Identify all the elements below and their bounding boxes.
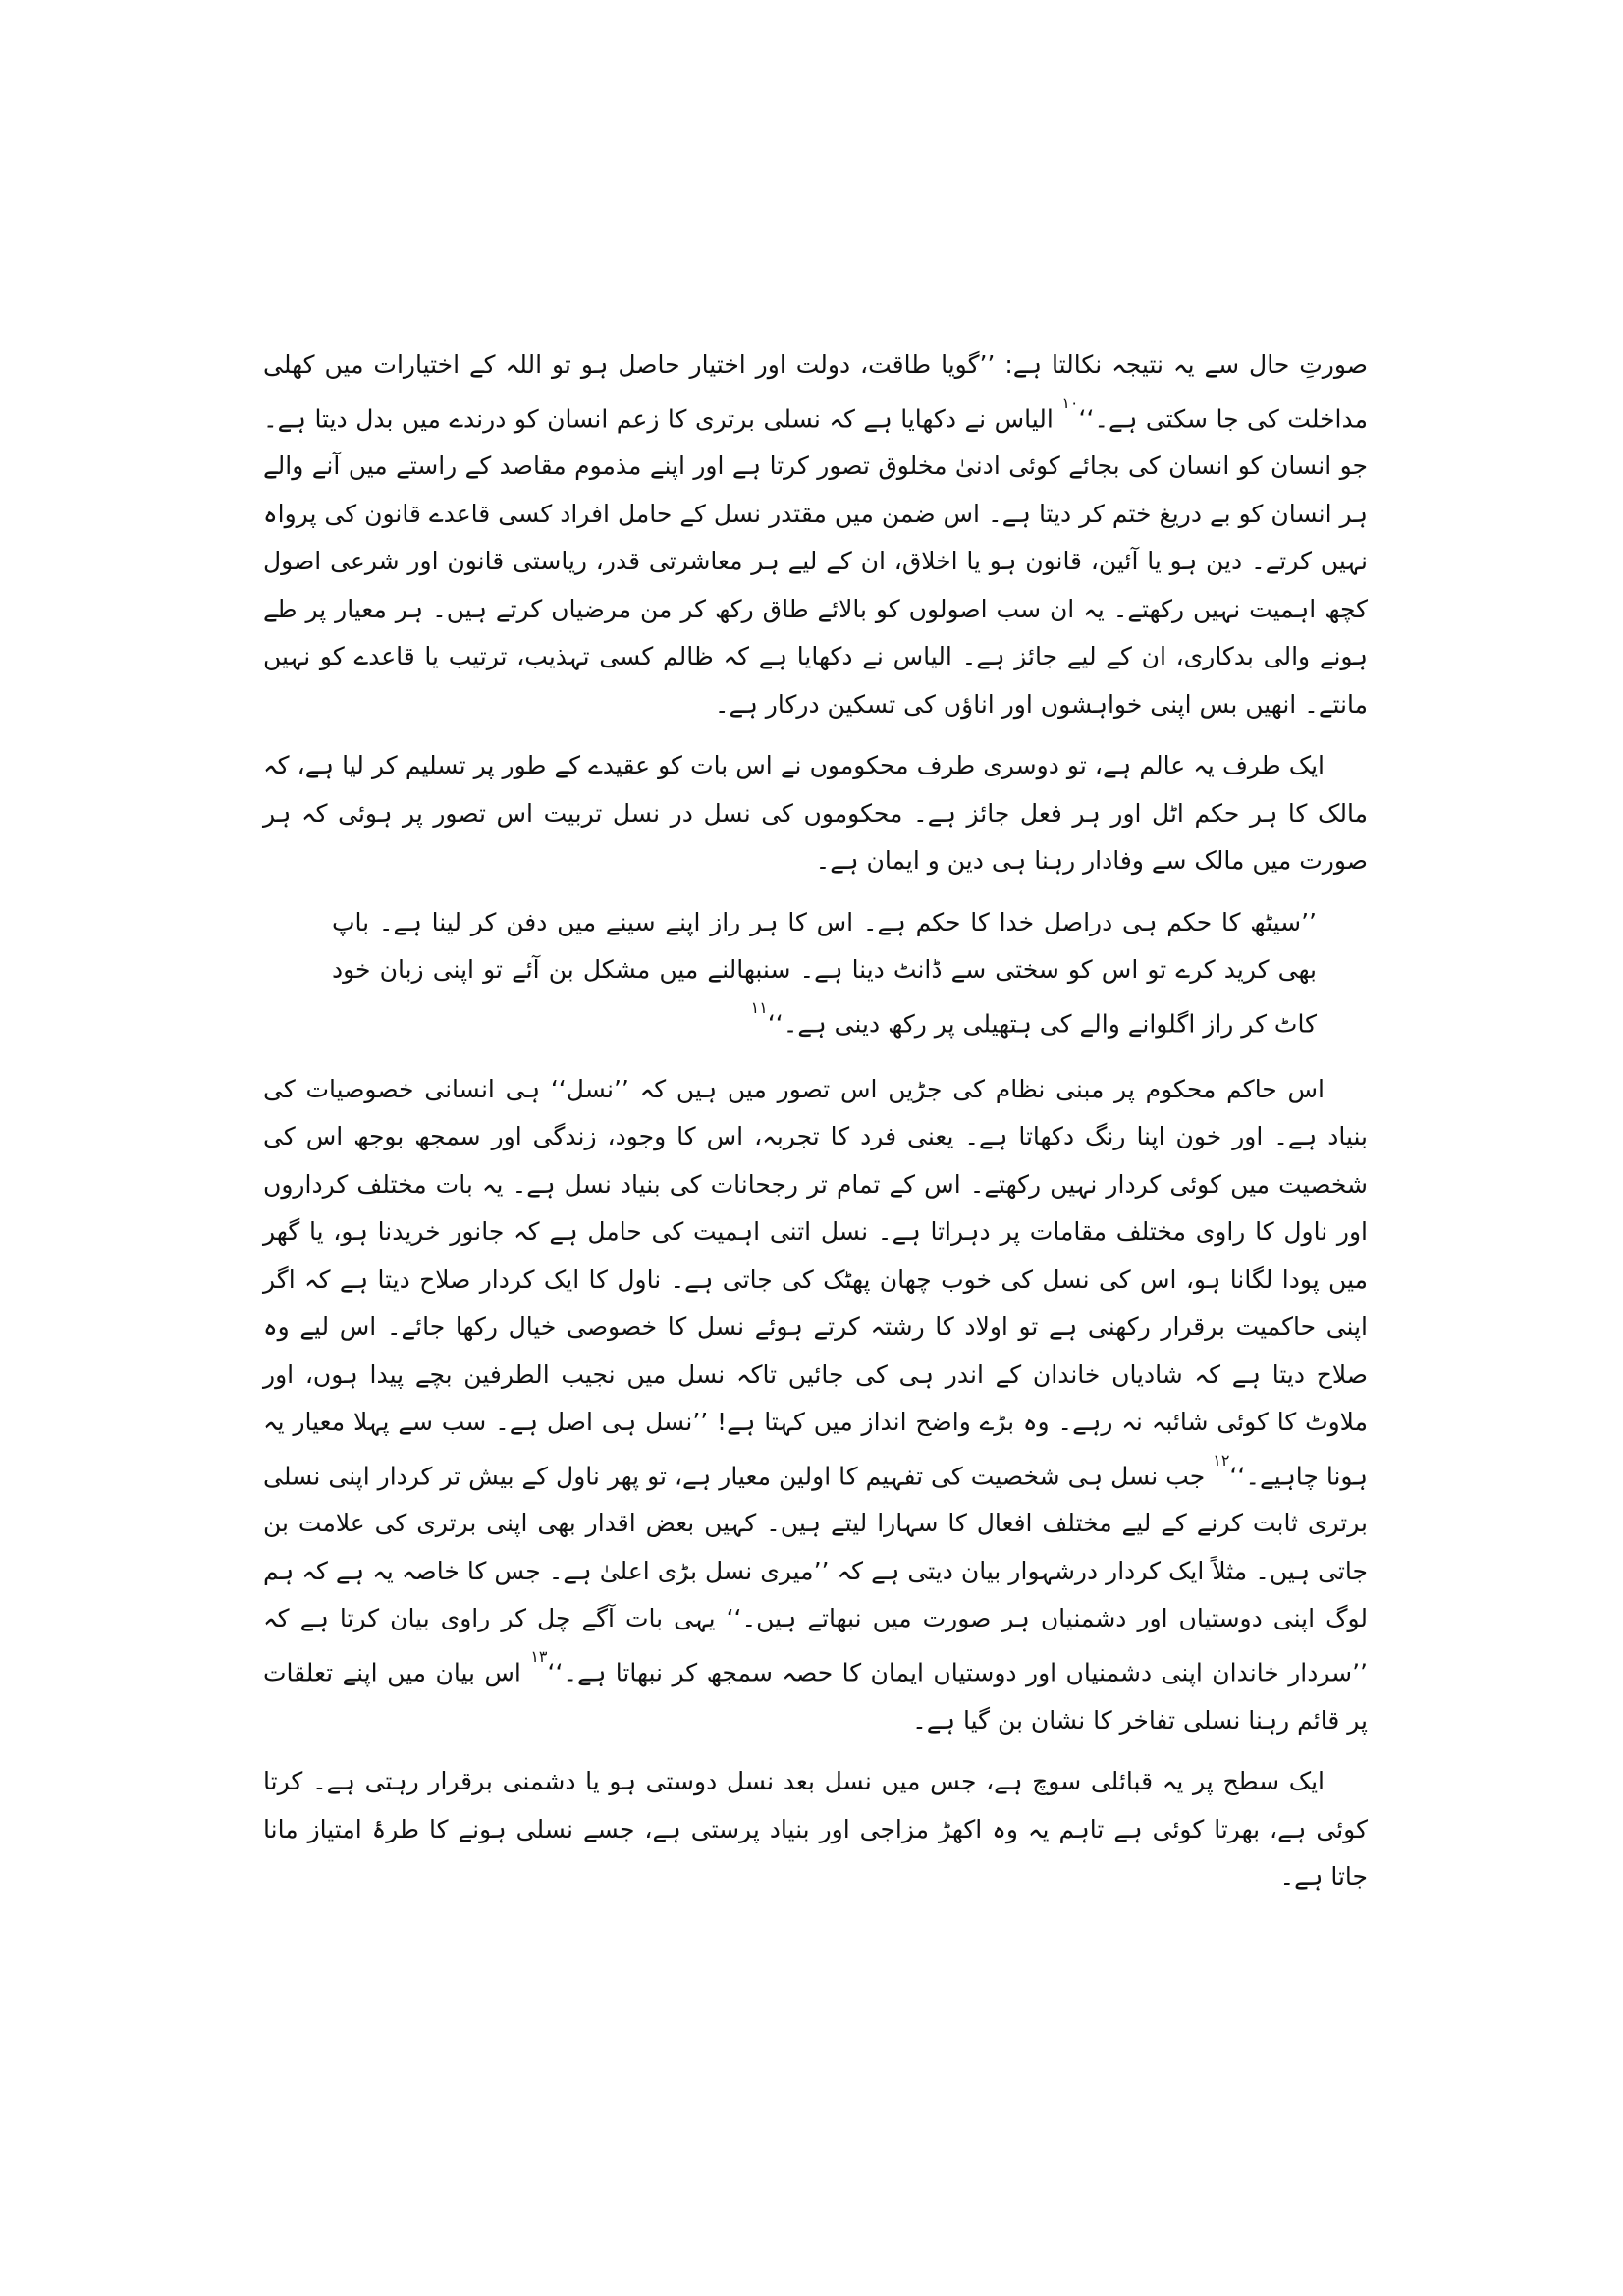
paragraph-3 xyxy=(263,1066,1368,1745)
footnote-ref-12: ۱۲ xyxy=(1213,1450,1230,1469)
block-quote-text: ’’سیٹھ کا حکم ہی دراصل خدا کا حکم ہے۔ اس کا ہر راز اپنے سینے میں دفن کر لینا ہے۔ باپ بھی کرید کرے تو اس کو سختی سے ڈانٹ دینا ہے۔ سنبھالنے میں مشکل بن آئے تو اپنی زبان خود کاٹ کر راز اگلوانے والے کی ہتھیلی پر رکھ دینی ہے۔‘‘ xyxy=(332,907,1317,1039)
paragraph-3-part-b: جب نسل ہی شخصیت کی تفہیم کا اولین معیار ہے، تو پھر ناول کے بیش تر کردار اپنی نسلی برتری ثابت کرنے کے لیے مختلف افعال کا سہارا لیتے ہیں۔ کہیں بعض اقدار بھی اپنی برتری کی علامت بن جاتی ہیں۔ مثلاً ایک کردار درشہوار بیان دیتی ہے کہ ’’میری نسل بڑی اعلیٰ ہے۔ جس کا خاصہ یہ ہے کہ ہم لوگ اپنی دوستیاں اور دشمنیاں ہر صورت میں نبھاتے ہیں۔‘‘ یہی بات آگے چل کر راوی بیان کرتا ہے کہ ’’سردار خاندان اپنی دشمنیاں اور دوستیاں ایمان کا حصہ سمجھ کر نبھاتا ہے۔‘‘ xyxy=(263,1461,1368,1687)
block-quote xyxy=(332,899,1317,1048)
body-text xyxy=(263,342,1368,1932)
paragraph-4: ایک سطح پر یہ قبائلی سوچ ہے، جس میں نسل بعد نسل دوستی ہو یا دشمنی برقرار رہتی ہے۔ کرتا کوئی ہے، بھرتا کوئی ہے تاہم یہ وہ اکھڑ مزاجی اور بنیاد پرستی ہے، جسے نسلی ہونے کا طرۂ امتیاز مانا جاتا ہے۔ xyxy=(263,1767,1368,1892)
paragraph-2: ایک طرف یہ عالم ہے، تو دوسری طرف محکوموں نے اس بات کو عقیدے کے طور پر تسلیم کر لیا ہے، کہ مالک کا ہر حکم اٹل اور ہر فعل جائز ہے۔ محکوموں کی نسل در نسل تربیت اس تصور پر ہوئی کہ ہر صورت میں مالک سے وفادار رہنا ہی دین و ایمان ہے۔ xyxy=(263,751,1368,876)
footnote-ref-11: ۱۱ xyxy=(750,997,768,1017)
paragraph-1-part-b: الیاس نے دکھایا ہے کہ نسلی برتری کا زعم انسان کو درندے میں بدل دیتا ہے۔ جو انسان کو انسان کی بجائے کوئی ادنیٰ مخلوق تصور کرتا ہے اور اپنے مذموم مقاصد کے راستے میں آنے والے ہر انسان کو بے دریغ ختم کر دیتا ہے۔ اس ضمن میں مقتدر نسل کے حامل افراد کسی قاعدے قانون کی پرواہ نہیں کرتے۔ دین ہو یا آئین، قانون ہو یا اخلاق، ان کے لیے ہر معاشرتی قدر، ریاستی قانون اور شرعی اصول کچھ اہمیت نہیں رکھتے۔ یہ ان سب اصولوں کو بالائے طاق رکھ کر من مرضیاں کرتے ہیں۔ ہر معیار پر طے ہونے والی بدکاری، ان کے لیے جائز ہے۔ الیاس نے دکھایا ہے کہ ظالم کسی تہذیب، ترتیب یا قاعدے کو نہیں مانتے۔ انھیں بس اپنی خواہشوں اور اناؤں کی تسکین درکار ہے۔ xyxy=(263,403,1368,719)
footnote-ref-10: ۱۰ xyxy=(1061,393,1079,412)
paragraph-3-part-c: اس بیان میں اپنے تعلقات پر قائم رہنا نسلی تفاخر کا نشان بن گیا ہے۔ xyxy=(263,1658,1368,1735)
paragraph-3-part-a: اس حاکم محکوم پر مبنی نظام کی جڑیں اس تصور میں ہیں کہ ’’نسل‘‘ ہی انسانی خصوصیات کی بنیاد ہے۔ اور خون اپنا رنگ دکھاتا ہے۔ یعنی فرد کا تجربہ، اس کا وجود، زندگی اور سمجھ بوجھ اس کی شخصیت میں کوئی کردار نہیں رکھتے۔ اس کے تمام تر رجحانات کی بنیاد نسل ہے۔ یہ بات مختلف کرداروں اور ناول کا راوی مختلف مقامات پر دہراتا ہے۔ نسل اتنی اہمیت کی حامل ہے کہ جانور خریدنا ہو، یا گھر میں پودا لگانا ہو، اس کی نسل کی خوب چھان پھٹک کی جاتی ہے۔ ناول کا ایک کردار صلاح دیتا ہے کہ اگر اپنی حاکمیت برقرار رکھنی ہے تو اولاد کا رشتہ کرتے ہوئے نسل کا خصوصی خیال رکھا جائے۔ اس لیے وہ صلاح دیتا ہے کہ شادیاں خاندان کے اندر ہی کی جائیں تاکہ نسل میں نجیب الطرفین بچے پیدا ہوں، اور ملاوٹ کا کوئی شائبہ نہ رہے۔ وہ بڑے واضح انداز میں کہتا ہے! ’’نسل ہی اصل ہے۔ سب سے پہلا معیار یہ ہونا چاہیے۔‘‘ xyxy=(263,1074,1368,1490)
footnote-ref-13: ۱۳ xyxy=(530,1646,548,1666)
paragraph-1 xyxy=(263,342,1368,728)
paragraph-1-part-a: صورتِ حال سے یہ نتیجہ نکالتا ہے: ’’گویا طاقت، دولت اور اختیار حاصل ہو تو اللہ کے اختیارات میں کھلی مداخلت کی جا سکتی ہے۔‘‘ xyxy=(263,350,1369,433)
